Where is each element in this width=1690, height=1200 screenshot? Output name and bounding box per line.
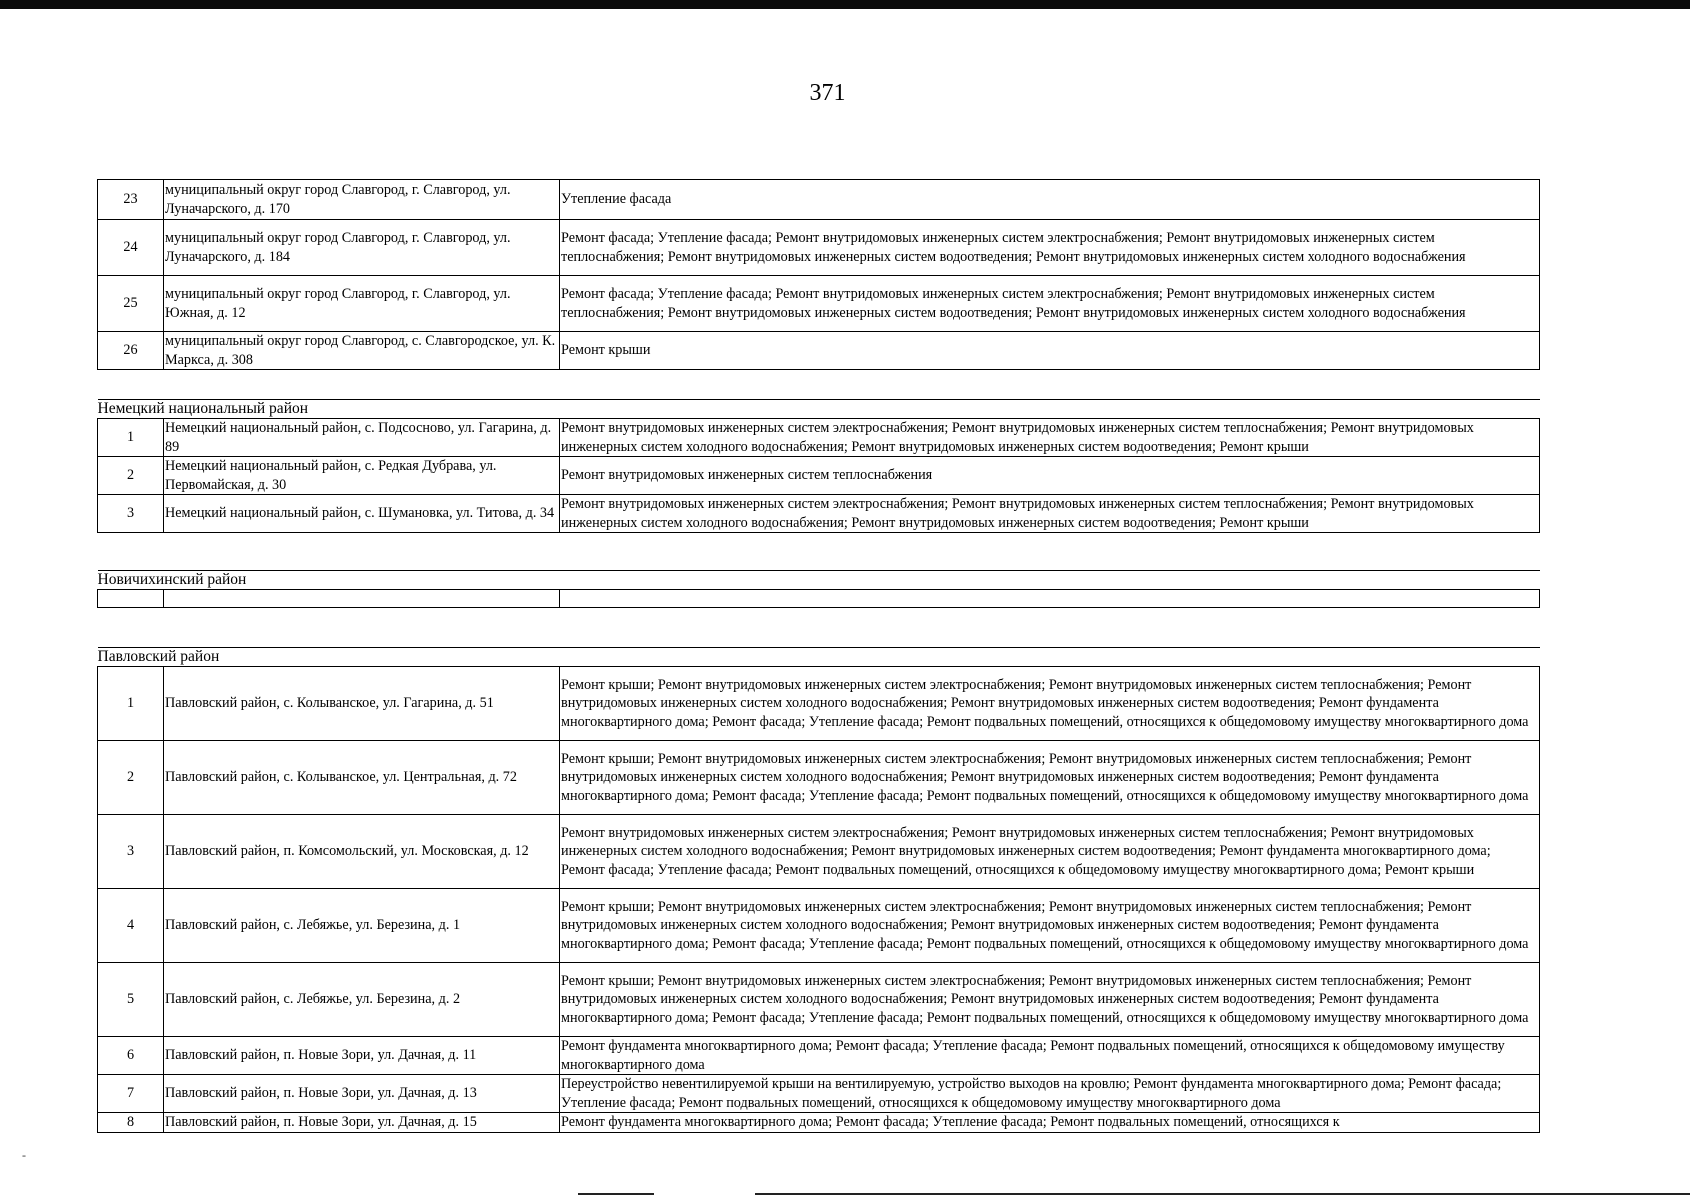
section-gap — [98, 370, 1540, 400]
repair-register-body — [98, 180, 1540, 1133]
row-number: 25 — [98, 276, 164, 332]
row-address: Павловский район, п. Новые Зори, ул. Дачная, д. 13 — [164, 1075, 560, 1113]
table-row — [98, 276, 1540, 332]
district-heading-row — [98, 571, 1540, 590]
row-address: Павловский район, п. Комсомольский, ул. Московская, д. 12 — [164, 815, 560, 889]
row-number: 3 — [98, 815, 164, 889]
scan-bottom-mark — [578, 1193, 654, 1195]
row-address: Немецкий национальный район, с. Подсосново, ул. Гагарина, д. 89 — [164, 419, 560, 457]
row-works: Ремонт внутридомовых инженерных систем электроснабжения; Ремонт внутридомовых инженерных систем теплоснабжения; Ремонт внутридомовых инженерных систем холодного водоснабжения; Ремонт внутридомовых инженерных систем водоотведения; Ремонт крыши — [560, 419, 1540, 457]
table-row — [98, 419, 1540, 457]
table-row — [98, 815, 1540, 889]
row-number: 1 — [98, 419, 164, 457]
row-works: Ремонт внутридомовых инженерных систем электроснабжения; Ремонт внутридомовых инженерных систем теплоснабжения; Ремонт внутридомовых инженерных систем холодного водоснабжения; Ремонт внутридомовых инженерных систем водоотведения; Ремонт фундамента многоквартирного дома; Ремонт фасада; Утепление фасада; Ремонт подвальных помещений, относящихся к общедомовому имуществу многоквартирного дома; Ремонт крыши — [560, 815, 1540, 889]
row-works: Ремонт крыши; Ремонт внутридомовых инженерных систем электроснабжения; Ремонт внутридомовых инженерных систем теплоснабжения; Ремонт внутридомовых инженерных систем холодного водоснабжения; Ремонт внутридомовых инженерных систем водоотведения; Ремонт фундамента многоквартирного дома; Ремонт фасада; Утепление фасада; Ремонт подвальных помещений, относящихся к общедомовому имуществу многоквартирного дома — [560, 963, 1540, 1037]
table-row — [98, 220, 1540, 276]
row-address: Павловский район, с. Лебяжье, ул. Березина, д. 2 — [164, 963, 560, 1037]
table-row — [98, 1113, 1540, 1133]
table-row — [98, 457, 1540, 495]
table-row — [98, 667, 1540, 741]
row-number: 4 — [98, 889, 164, 963]
row-number: 26 — [98, 332, 164, 370]
row-address: муниципальный округ город Славгород, г. Славгород, ул. Южная, д. 12 — [164, 276, 560, 332]
row-address: Павловский район, п. Новые Зори, ул. Дачная, д. 11 — [164, 1037, 560, 1075]
row-works: Ремонт внутридомовых инженерных систем теплоснабжения — [560, 457, 1540, 495]
district-heading: Павловский район — [98, 648, 1540, 667]
row-works — [560, 590, 1540, 608]
row-address: Павловский район, с. Колыванское, ул. Центральная, д. 72 — [164, 741, 560, 815]
row-number: 7 — [98, 1075, 164, 1113]
row-number: 23 — [98, 180, 164, 220]
row-address: Павловский район, п. Новые Зори, ул. Дачная, д. 15 — [164, 1113, 560, 1133]
row-number: 1 — [98, 667, 164, 741]
row-address: Павловский район, с. Колыванское, ул. Гагарина, д. 51 — [164, 667, 560, 741]
row-number: 6 — [98, 1037, 164, 1075]
row-number: 2 — [98, 457, 164, 495]
row-works: Ремонт крыши — [560, 332, 1540, 370]
row-number: 24 — [98, 220, 164, 276]
table-row — [98, 590, 1540, 608]
row-number: 5 — [98, 963, 164, 1037]
repair-register-table — [97, 179, 1540, 1133]
table-row — [98, 1037, 1540, 1075]
page-number: 371 — [809, 80, 846, 106]
section-gap — [98, 608, 1540, 648]
scan-bottom-border — [755, 1193, 1690, 1195]
row-address: Павловский район, с. Лебяжье, ул. Березина, д. 1 — [164, 889, 560, 963]
table-row — [98, 1075, 1540, 1113]
row-works: Ремонт крыши; Ремонт внутридомовых инженерных систем электроснабжения; Ремонт внутридомовых инженерных систем теплоснабжения; Ремонт внутридомовых инженерных систем холодного водоснабжения; Ремонт внутридомовых инженерных систем водоотведения; Ремонт фундамента многоквартирного дома; Ремонт фасада; Утепление фасада; Ремонт подвальных помещений, относящихся к общедомовому имуществу многоквартирного дома — [560, 889, 1540, 963]
row-number: 8 — [98, 1113, 164, 1133]
row-number: 2 — [98, 741, 164, 815]
row-address: муниципальный округ город Славгород, с. Славгородское, ул. К. Маркса, д. 308 — [164, 332, 560, 370]
row-works: Ремонт фасада; Утепление фасада; Ремонт внутридомовых инженерных систем электроснабжения; Ремонт внутридомовых инженерных систем теплоснабжения; Ремонт внутридомовых инженерных систем водоотведения; Ремонт внутридомовых инженерных систем холодного водоснабжения — [560, 276, 1540, 332]
row-works: Ремонт внутридомовых инженерных систем электроснабжения; Ремонт внутридомовых инженерных систем теплоснабжения; Ремонт внутридомовых инженерных систем холодного водоснабжения; Ремонт внутридомовых инженерных систем водоотведения; Ремонт крыши — [560, 495, 1540, 533]
table-row — [98, 889, 1540, 963]
district-heading-row — [98, 400, 1540, 419]
row-address: муниципальный округ город Славгород, г. Славгород, ул. Луначарского, д. 184 — [164, 220, 560, 276]
row-address — [164, 590, 560, 608]
row-works: Ремонт фасада; Утепление фасада; Ремонт внутридомовых инженерных систем электроснабжения; Ремонт внутридомовых инженерных систем теплоснабжения; Ремонт внутридомовых инженерных систем водоотведения; Ремонт внутридомовых инженерных систем холодного водоснабжения — [560, 220, 1540, 276]
row-works: Ремонт крыши; Ремонт внутридомовых инженерных систем электроснабжения; Ремонт внутридомовых инженерных систем теплоснабжения; Ремонт внутридомовых инженерных систем холодного водоснабжения; Ремонт внутридомовых инженерных систем водоотведения; Ремонт фундамента многоквартирного дома; Ремонт фасада; Утепление фасада; Ремонт подвальных помещений, относящихся к общедомовому имуществу многоквартирного дома — [560, 667, 1540, 741]
row-address: муниципальный округ город Славгород, г. Славгород, ул. Луначарского, д. 170 — [164, 180, 560, 220]
table-row — [98, 180, 1540, 220]
table-row — [98, 963, 1540, 1037]
repair-register-sheet — [97, 179, 1539, 1133]
table-row — [98, 332, 1540, 370]
scan-corner-mark: - — [22, 1148, 26, 1162]
row-works: Ремонт фундамента многоквартирного дома; Ремонт фасада; Утепление фасада; Ремонт подвальных помещений, относящихся к — [560, 1113, 1540, 1133]
row-works: Ремонт крыши; Ремонт внутридомовых инженерных систем электроснабжения; Ремонт внутридомовых инженерных систем теплоснабжения; Ремонт внутридомовых инженерных систем холодного водоснабжения; Ремонт внутридомовых инженерных систем водоотведения; Ремонт фундамента многоквартирного дома; Ремонт фасада; Утепление фасада; Ремонт подвальных помещений, относящихся к общедомовому имуществу многоквартирного дома — [560, 741, 1540, 815]
row-number: 3 — [98, 495, 164, 533]
row-works: Утепление фасада — [560, 180, 1540, 220]
scan-top-border — [0, 0, 1690, 9]
row-works: Переустройство невентилируемой крыши на вентилируемую, устройство выходов на кровлю; Ремонт фундамента многоквартирного дома; Ремонт фасада; Утепление фасада; Ремонт подвальных помещений, относящихся к общедомовому имуществу многоквартирного дома — [560, 1075, 1540, 1113]
district-heading-row — [98, 648, 1540, 667]
table-row — [98, 495, 1540, 533]
row-address: Немецкий национальный район, с. Шумановка, ул. Титова, д. 34 — [164, 495, 560, 533]
row-address: Немецкий национальный район, с. Редкая Дубрава, ул. Первомайская, д. 30 — [164, 457, 560, 495]
table-row — [98, 741, 1540, 815]
district-heading: Новичихинский район — [98, 571, 1540, 590]
row-works: Ремонт фундамента многоквартирного дома; Ремонт фасада; Утепление фасада; Ремонт подвальных помещений, относящихся к общедомовому имуществу многоквартирного дома — [560, 1037, 1540, 1075]
section-gap — [98, 533, 1540, 571]
district-heading: Немецкий национальный район — [98, 400, 1540, 419]
row-number — [98, 590, 164, 608]
